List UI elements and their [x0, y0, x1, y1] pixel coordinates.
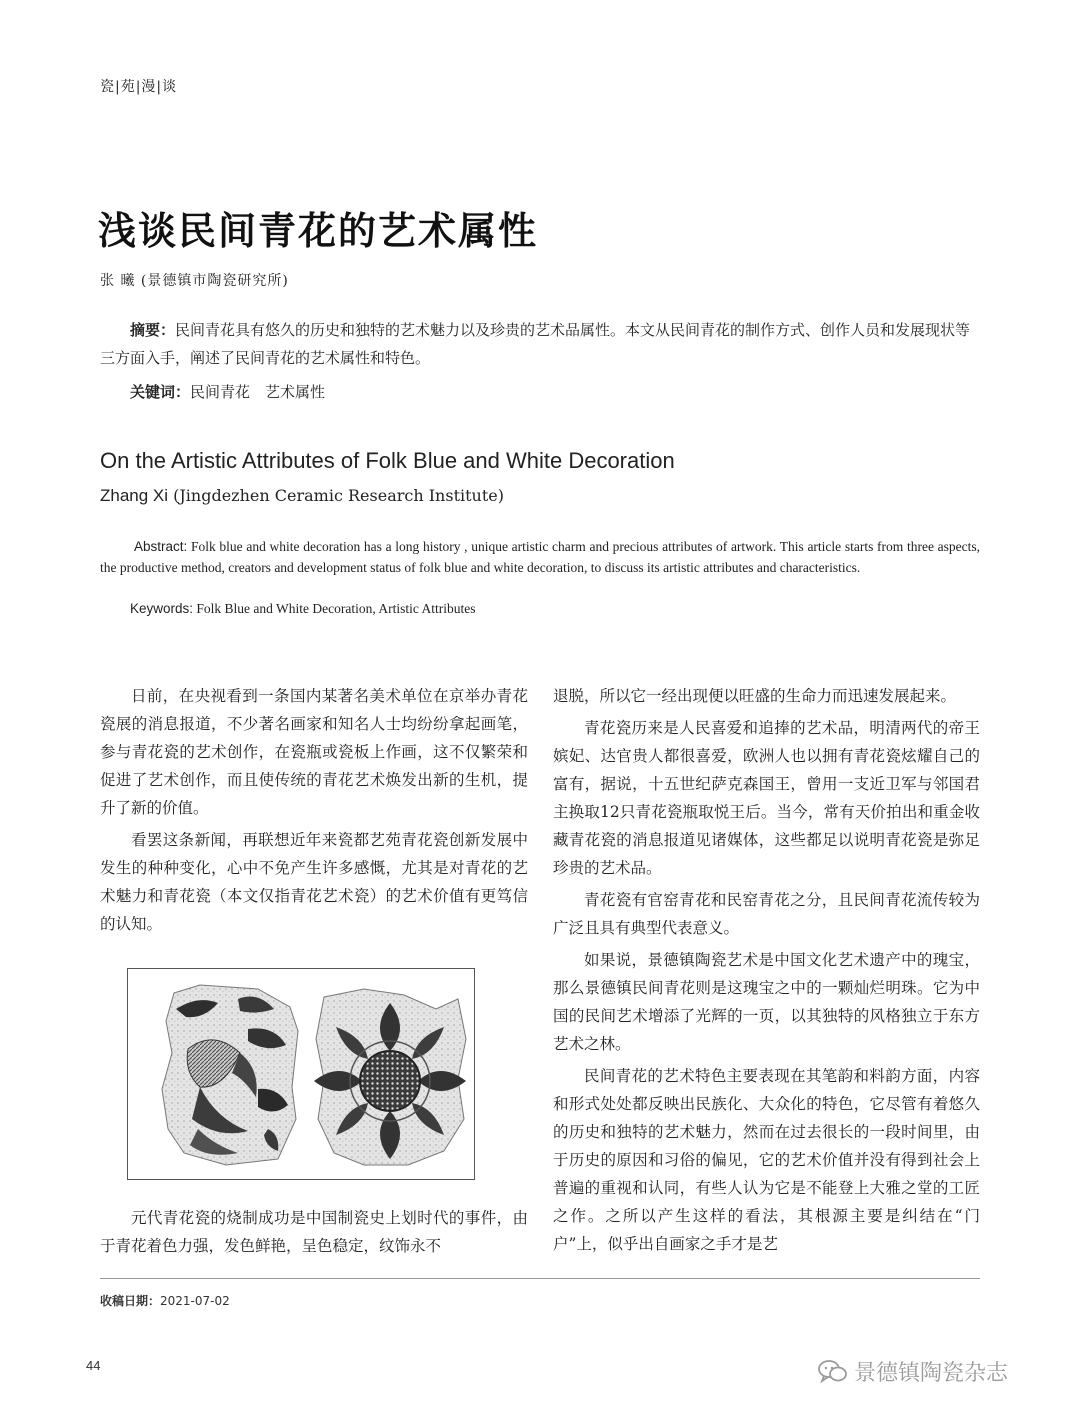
body-paragraph: 民间青花的艺术特色主要表现在其笔韵和料韵方面，内容和形式处处都反映出民族化、大众化的特色，它尽管有着悠久的历史和独特的艺术魅力，然而在过去很长的一段时间里，由于历史的原因和习俗的偏见，它的艺术价值并没有得到社会上普遍的重视和认同，有些人认为它是不能登上大雅之堂的工匠之作。之所以产生这样的看法，其根源主要是纠结在“门户”上，似乎出自画家之手才是艺 — [553, 1067, 980, 1253]
author-english — [100, 486, 504, 506]
body-column-left-bottom — [100, 1204, 528, 1264]
keywords-text-chinese: 民间青花 艺术属性 — [190, 383, 326, 401]
article-title-english: On the Artistic Attributes of Folk Blue and White Decoration — [100, 448, 675, 473]
wechat-watermark — [818, 1356, 1008, 1387]
body-paragraph: 青花瓷有官窑青花和民窑青花之分，且民间青花流传较为广泛且具有典型代表意义。 — [553, 891, 980, 937]
keywords-label-english: Keywords: — [130, 601, 194, 616]
body-column-left — [100, 682, 528, 942]
abstract-english — [100, 536, 980, 578]
abstract-text-english: Folk blue and white decoration has a long history , unique artistic charm and precious attributes of artwork. This article starts from three aspects, the productive method, creators and development status of folk blue and white decoration, to discuss its artistic attributes and characteristics. — [100, 539, 980, 575]
wechat-icon — [818, 1359, 848, 1385]
section-label: 瓷|苑|漫|谈 — [100, 79, 178, 95]
body-column-right — [553, 682, 980, 1262]
body-paragraph: 日前，在央视看到一条国内某著名美术单位在京举办青花瓷展的消息报道，不少著名画家和知名人士均纷纷拿起画笔，参与青花瓷的艺术创作，在瓷瓶或瓷板上作画，这不仅繁荣和促进了艺术创作，而且使传统的青花艺术焕发出新的生机，提升了新的价值。 — [100, 687, 528, 817]
article-title-chinese: 浅谈民间青花的艺术属性 — [98, 208, 539, 253]
abstract-text-chinese: 民间青花具有悠久的历史和独特的艺术魅力以及珍贵的艺术品属性。本文从民间青花的制作方式、创作人员和发展现状等三方面入手，阐述了民间青花的艺术属性和特色。 — [100, 321, 971, 367]
body-paragraph: 元代青花瓷的烧制成功是中国制瓷史上划时代的事件，由于青花着色力强，发色鲜艳，呈色稳定，纹饰永不 — [100, 1209, 528, 1255]
porcelain-shards-figure — [127, 968, 475, 1180]
abstract-chinese — [100, 316, 980, 372]
lotus-shard — [314, 989, 466, 1165]
received-date-label: 收稿日期： — [100, 1294, 161, 1308]
abstract-label-chinese: 摘要： — [130, 321, 176, 339]
footer-divider — [100, 1278, 980, 1279]
abstract-label-english: Abstract: — [134, 539, 188, 554]
keywords-label-chinese: 关键词： — [130, 383, 191, 401]
body-paragraph: 看罢这条新闻，再联想近年来瓷都艺苑青花瓷创新发展中发生的种种变化，心中不免产生许多感慨，尤其是对青花的艺术魅力和青花瓷（本文仅指青花艺术瓷）的艺术价值有更笃信的认知。 — [100, 831, 528, 933]
keywords-chinese — [100, 378, 980, 406]
author-chinese: 张 曦 (景德镇市陶瓷研究所) — [100, 273, 289, 289]
received-date — [100, 1292, 230, 1309]
body-paragraph: 如果说，景德镇陶瓷艺术是中国文化艺术遗产中的瑰宝，那么景德镇民间青花则是这瑰宝之中的一颗灿烂明珠。它为中国的民间艺术增添了光辉的一页，以其独特的风格独立于东方艺术之林。 — [553, 951, 980, 1053]
author-affiliation-english: (Jingdezhen Ceramic Research Institute) — [173, 486, 504, 505]
keywords-english — [100, 598, 980, 619]
phoenix-shard — [162, 985, 298, 1165]
watermark-text: 景德镇陶瓷杂志 — [854, 1361, 1009, 1386]
body-paragraph: 青花瓷历来是人民喜爱和追捧的艺术品，明清两代的帝王嫔妃、达官贵人都很喜爱，欧洲人也以拥有青花瓷炫耀自己的富有，据说，十五世纪萨克森国王，曾用一支近卫军与邻国君主换取12只青花瓷瓶取悦王后。当今，常有天价拍出和重金收藏青花瓷的消息报道见诸媒体，这些都足以说明青花瓷是弥足珍贵的艺术品。 — [553, 719, 980, 877]
author-name-english: Zhang Xi — [100, 486, 169, 505]
body-paragraph: 退脱，所以它一经出现便以旺盛的生命力而迅速发展起来。 — [553, 687, 957, 705]
received-date-value: 2021-07-02 — [160, 1294, 230, 1308]
keywords-text-english: Folk Blue and White Decoration, Artistic Attributes — [193, 601, 476, 616]
page-number: 44 — [86, 1358, 101, 1373]
